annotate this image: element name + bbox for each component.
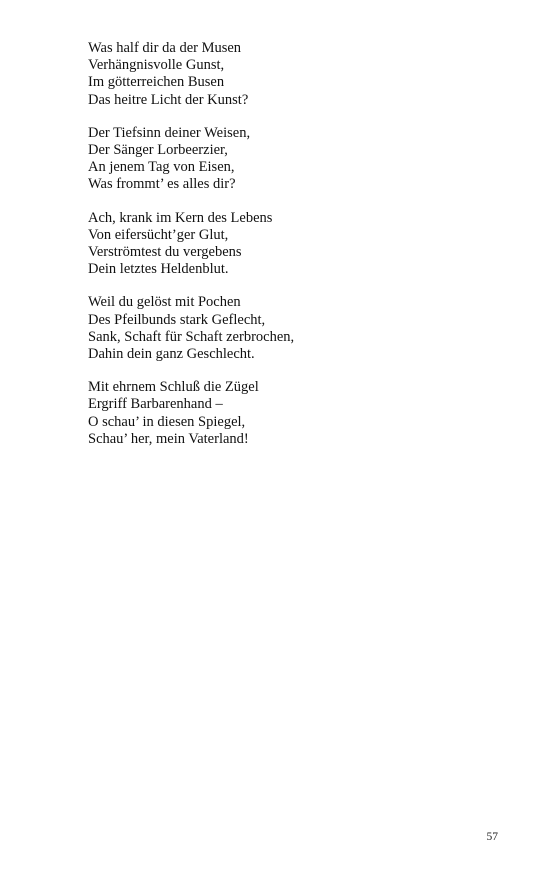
poem-line: O schau’ in diesen Spiegel, xyxy=(88,413,246,430)
poem-line: Das heitre Licht der Kunst? xyxy=(88,91,249,108)
poem-line: Dahin dein ganz Geschlecht. xyxy=(88,346,255,363)
poem-line: Des Pfeilbunds stark Geflecht, xyxy=(88,311,266,328)
poem-line: Verhängnisvolle Gunst, xyxy=(88,57,225,74)
poem-line: Im götterreichen Busen xyxy=(88,74,225,91)
poem-line: Schau’ her, mein Vaterland! xyxy=(88,430,249,447)
poem-line: Weil du gelöst mit Pochen xyxy=(88,294,241,311)
stanza-1 xyxy=(88,40,488,109)
page-number: 57 xyxy=(486,831,498,843)
poem-line: Sank, Schaft für Schaft zerbrochen, xyxy=(88,328,295,345)
poem-line: Was half dir da der Musen xyxy=(88,40,242,56)
stanza-4 xyxy=(88,294,488,363)
poem-line: Ach, krank im Kern des Lebens xyxy=(88,209,273,226)
poem-line: Der Tiefsinn deiner Weisen, xyxy=(88,124,251,141)
poem-line: Verströmtest du vergebens xyxy=(88,244,242,261)
poem-line: Von eifersücht’ger Glut, xyxy=(88,226,229,243)
poem-line: An jenem Tag von Eisen, xyxy=(88,159,235,176)
poem-line: Mit ehrnem Schluß die Zügel xyxy=(88,379,259,396)
stanza-2 xyxy=(88,125,488,194)
poem-line: Was frommt’ es alles dir? xyxy=(88,176,236,193)
stanza-5 xyxy=(88,379,488,448)
poem-line: Der Sänger Lorbeerzier, xyxy=(88,142,228,159)
poem-text xyxy=(88,40,488,464)
stanza-3 xyxy=(88,210,488,279)
poem-line: Dein letztes Heldenblut. xyxy=(88,261,229,278)
poem-line: Ergriff Barbarenhand – xyxy=(88,396,223,413)
